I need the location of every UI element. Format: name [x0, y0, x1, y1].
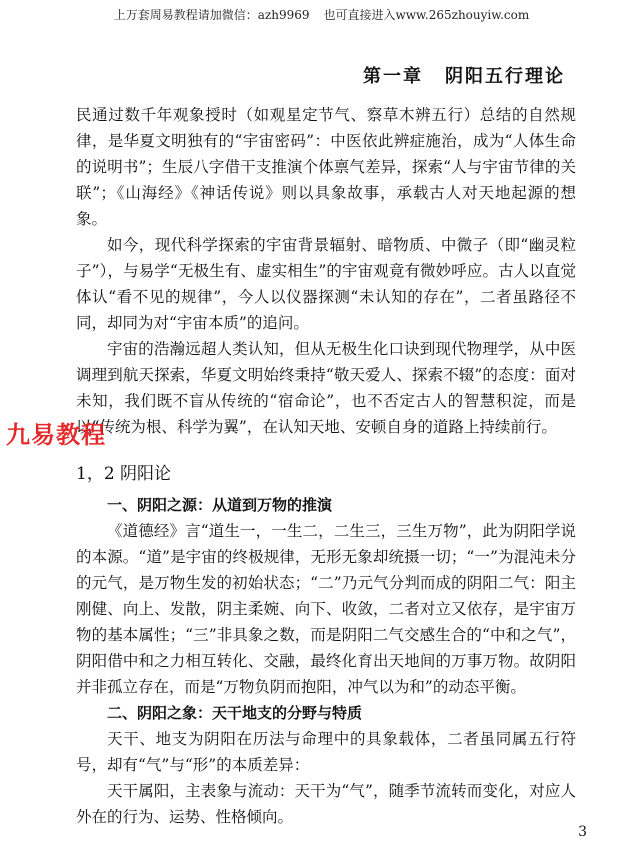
subheading-yinyang-source: 一、阴阳之源：从道到万物的推演 — [107, 496, 333, 514]
intro-paragraph-1: 民通过数千年观象授时（如观星定节气、察草木辨五行）总结的自然规律，是华夏文明独有的“宇宙密码”：中医依此辨症施治，成为“人体生命的说明书”；生辰八字借干支推演个体禀气差异，探索“人与宇宙节律的关联”；《山海经》《神话传说》则以具象故事，承载古人对天地起源的想象。 — [76, 106, 576, 228]
chapter-number: 第一章 — [363, 66, 423, 87]
header-note-right: 也可直接进入www.265zhouyiw.com — [323, 8, 530, 22]
header-note-left: 上万套周易教程请加微信：azh9969 — [113, 8, 310, 22]
header-note — [0, 6, 643, 23]
intro-paragraph-3: 宇宙的浩瀚远超人类认知，但从无极生化口诀到现代物理学，从中医调理到航天探索，华夏文明始终秉持“敬天爱人、探索不辍”的态度：面对未知，我们既不盲从传统的“宿命论”，也不否定古人的智慧积淀，而是以“传统为根、科学为翼”，在认知天地、安顿自身的道路上持续前行。 — [76, 340, 576, 436]
intro-paragraph-2: 如今，现代科学探索的宇宙背景辐射、暗物质、中微子（即“幽灵粒子”），与易学“无极生有、虚实相生”的宇宙观竟有微妙呼应。古人以直觉体认“看不见的规律”，今人以仪器探测“未认知的存在”，二者虽路径不同，却同为对“宇宙本质”的追问。 — [76, 236, 576, 332]
paragraph-heavenly-stems: 天干属阳，主表象与流动：天干为“气”，随季节流转而变化，对应人外在的行为、运势、性格倾向。 — [76, 782, 576, 826]
subheading-yinyang-image: 二、阴阳之象：天干地支的分野与特质 — [107, 704, 363, 722]
section-heading: 1，2 阴阳论 — [76, 464, 172, 484]
chapter-name: 阴阳五行理论 — [445, 66, 565, 87]
paragraph-yinyang-source: 《道德经》言“道生一，一生二，二生三，三生万物”，此为阴阳学说的本源。“道”是宇宙的终极规律，无形无象却统摄一切；“一”为混沌未分的元气，是万物生发的初始状态；“二”乃元气分判而成的阴阳二气：阳主刚健、向上、发散，阴主柔婉、向下、收敛，二者对立又依存，是宇宙万物的基本属性；“三”非具象之数，而是阴阳二气交感生合的“中和之气”，阴阳借中和之力相互转化、交融，最终化育出天地间的万事万物。故阴阳并非孤立存在，而是“万物负阴而抱阳，冲气以为和”的动态平衡。 — [76, 522, 576, 696]
chapter-title — [363, 62, 565, 88]
watermark-logo: 九易教程 — [6, 421, 106, 449]
paragraph-stems-branches: 天干、地支为阴阳在历法与命理中的具象载体，二者虽同属五行符号，却有“气”与“形”的本质差异： — [76, 730, 576, 774]
intro-text — [76, 102, 576, 830]
page-number: 3 — [578, 824, 587, 840]
